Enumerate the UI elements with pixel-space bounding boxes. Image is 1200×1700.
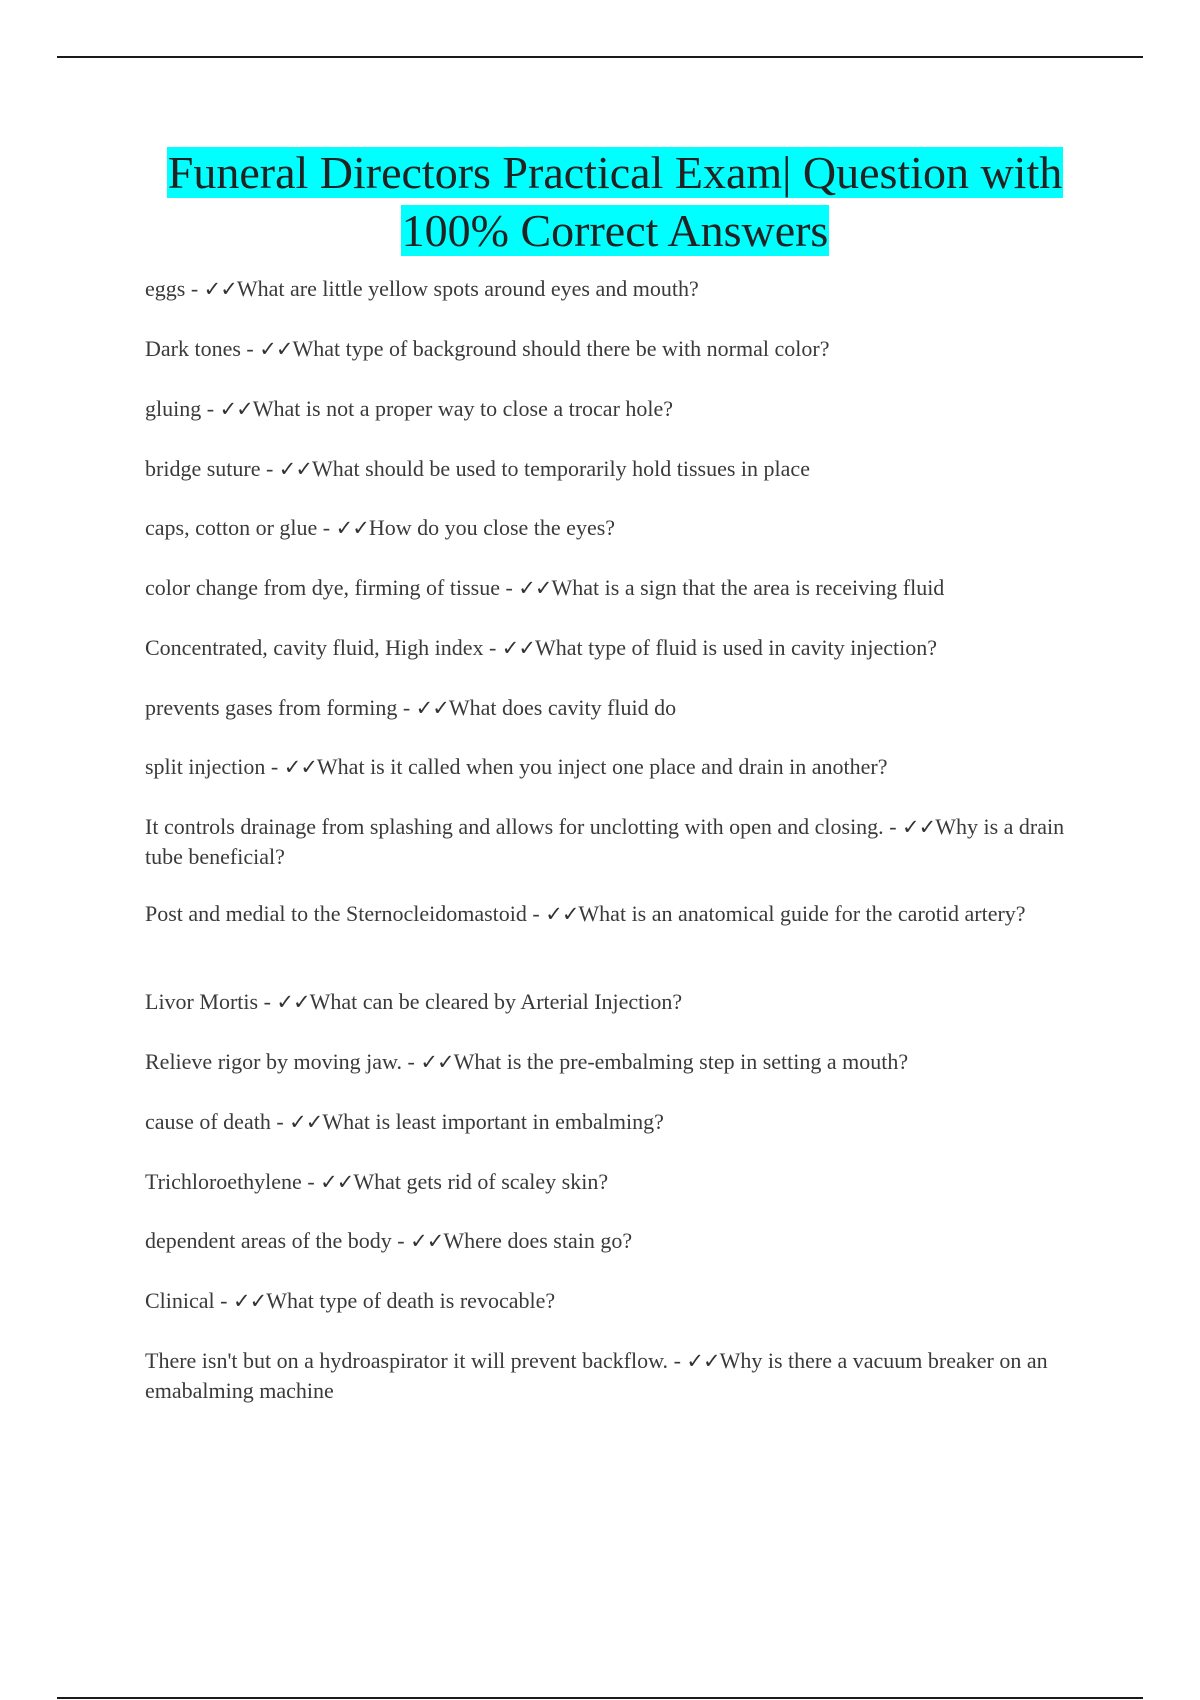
separator: -	[214, 1288, 233, 1313]
top-rule	[57, 56, 1143, 58]
qa-item	[145, 1167, 1095, 1197]
double-check-icon: ✓✓	[289, 1110, 323, 1134]
question-text: What gets rid of scaley skin?	[353, 1169, 609, 1194]
separator: -	[317, 515, 336, 540]
answer-text: bridge suture	[145, 456, 261, 481]
answer-text: cause of death	[145, 1109, 271, 1134]
separator: -	[185, 276, 204, 301]
double-check-icon: ✓✓	[545, 902, 579, 926]
title-line-2: 100% Correct Answers	[401, 205, 829, 256]
question-text: What type of death is revocable?	[266, 1288, 556, 1313]
question-text: What is not a proper way to close a trocar hole?	[252, 396, 674, 421]
qa-item	[145, 573, 1095, 603]
answer-text: Relieve rigor by moving jaw.	[145, 1049, 403, 1074]
separator: -	[402, 1049, 421, 1074]
qa-item	[145, 274, 1095, 304]
qa-item	[145, 987, 1095, 1017]
separator: -	[258, 989, 277, 1014]
qa-item	[145, 1047, 1095, 1077]
double-check-icon: ✓✓	[501, 636, 535, 660]
double-check-icon: ✓✓	[203, 277, 237, 301]
qa-item	[145, 513, 1095, 543]
title-line-1: Funeral Directors Practical Exam| Question with	[167, 147, 1063, 198]
qa-item	[145, 899, 1095, 929]
qa-item	[145, 752, 1095, 782]
question-text: What is a sign that the area is receiving fluid	[551, 575, 945, 600]
qa-item	[145, 334, 1095, 364]
qa-item	[145, 633, 1095, 663]
double-check-icon: ✓✓	[415, 696, 449, 720]
qa-item	[145, 1107, 1095, 1137]
separator: -	[526, 901, 546, 926]
double-check-icon: ✓✓	[518, 576, 552, 600]
answer-text: Concentrated, cavity fluid, High index	[145, 635, 484, 660]
qa-item	[145, 812, 1095, 871]
question-text: What should be used to temporarily hold tissues in place	[312, 456, 810, 481]
answer-text: color change from dye, firming of tissue	[145, 575, 500, 600]
question-text: What does cavity fluid do	[448, 695, 677, 720]
question-text: What are little yellow spots around eyes and mouth?	[236, 276, 699, 301]
double-check-icon: ✓✓	[276, 990, 310, 1014]
question-text: Why is a drain tube beneficial?	[145, 814, 1065, 869]
answer-text: prevents gases from forming	[145, 695, 398, 720]
question-text: Why is there a vacuum breaker on an emabalming machine	[145, 1348, 1048, 1403]
qa-item	[145, 1226, 1095, 1256]
answer-text: dependent areas of the body	[145, 1228, 392, 1253]
separator: -	[301, 1169, 321, 1194]
answer-text: Livor Mortis	[145, 989, 259, 1014]
question-text: What is least important in embalming?	[322, 1109, 664, 1134]
double-check-icon: ✓✓	[335, 516, 369, 540]
separator: -	[668, 1348, 687, 1373]
qa-item	[145, 394, 1095, 424]
double-check-icon: ✓✓	[902, 815, 936, 839]
answer-text: caps, cotton or glue	[145, 515, 318, 540]
separator: -	[397, 695, 416, 720]
separator: -	[499, 575, 519, 600]
answer-text: It controls drainage from splashing and allows for unclotting with open and closing.	[145, 814, 884, 839]
question-text: What is it called when you inject one place and drain in another?	[316, 754, 888, 779]
double-check-icon: ✓✓	[320, 1170, 354, 1194]
double-check-icon: ✓✓	[278, 457, 312, 481]
answer-text: gluing	[145, 396, 202, 421]
separator: -	[260, 456, 279, 481]
answer-text: Trichloroethylene	[145, 1169, 302, 1194]
qa-item	[145, 693, 1095, 723]
separator: -	[265, 754, 284, 779]
double-check-icon: ✓✓	[219, 397, 253, 421]
question-text: What is an anatomical guide for the carotid artery?	[578, 901, 1026, 926]
answer-text: Clinical	[145, 1288, 215, 1313]
qa-item	[145, 454, 1095, 484]
bottom-rule	[57, 1697, 1143, 1699]
answer-text: Dark tones	[145, 336, 241, 361]
double-check-icon: ✓✓	[232, 1289, 267, 1313]
question-text: What is the pre-embalming step in setting a mouth?	[453, 1049, 909, 1074]
qa-item	[145, 1346, 1095, 1405]
double-check-icon: ✓✓	[259, 337, 293, 361]
separator: -	[391, 1228, 411, 1253]
answer-text: split injection	[145, 754, 266, 779]
double-check-icon: ✓✓	[283, 755, 317, 779]
double-check-icon: ✓✓	[420, 1050, 454, 1074]
separator: -	[240, 336, 260, 361]
answer-text: There isn't but on a hydroaspirator it will prevent backflow.	[145, 1348, 669, 1373]
separator: -	[883, 814, 903, 839]
question-text: What type of background should there be with normal color?	[292, 336, 830, 361]
question-text: What can be cleared by Arterial Injection?	[309, 989, 683, 1014]
double-check-icon: ✓✓	[410, 1229, 444, 1253]
question-text: How do you close the eyes?	[368, 515, 616, 540]
question-text: Where does stain go?	[443, 1228, 633, 1253]
separator: -	[270, 1109, 290, 1134]
answer-text: Post and medial to the Sternocleidomastoid	[145, 901, 527, 926]
document-title	[140, 144, 1090, 260]
question-text: What type of fluid is used in cavity injection?	[535, 635, 938, 660]
separator: -	[483, 635, 502, 660]
answer-text: eggs	[145, 276, 186, 301]
double-check-icon: ✓✓	[686, 1349, 720, 1373]
qa-item	[145, 1286, 1095, 1316]
separator: -	[201, 396, 220, 421]
